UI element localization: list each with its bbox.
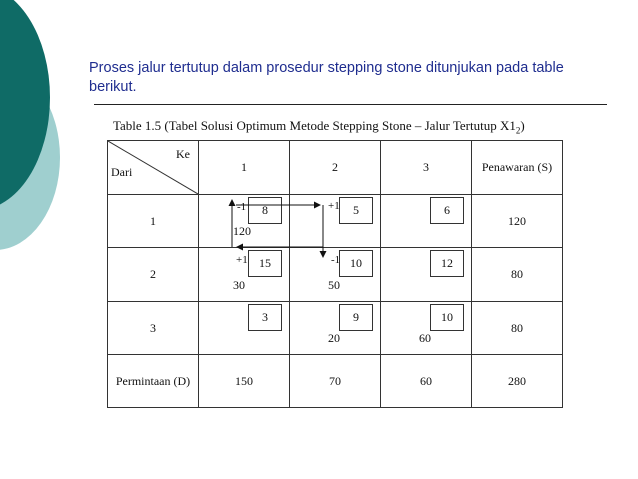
table-row bbox=[108, 195, 563, 248]
cell-r3c3 bbox=[381, 302, 472, 355]
table-row bbox=[108, 248, 563, 302]
cell-r3c1 bbox=[199, 302, 290, 355]
caption-close: ) bbox=[520, 118, 525, 133]
caption-subscript: 2 bbox=[515, 125, 521, 136]
stepping-stone-table bbox=[107, 140, 563, 408]
caption-text: Table 1.5 (Tabel Solusi Optimum Metode Stepping Stone – Jalur Tertutup X1 bbox=[113, 118, 516, 133]
supply-header: Penawaran (S) bbox=[472, 141, 563, 195]
demand-value: 60 bbox=[381, 355, 472, 408]
cost-box: 8 bbox=[248, 197, 282, 224]
cell-r1c1 bbox=[199, 195, 290, 248]
column-header-3: 3 bbox=[381, 141, 472, 195]
cell-r2c1 bbox=[199, 248, 290, 302]
row-label: 3 bbox=[108, 302, 199, 355]
allocation: 20 bbox=[328, 331, 340, 345]
slide-heading: Proses jalur tertutup dalam prosedur stepping stone ditunjukan pada table berikut. bbox=[89, 60, 564, 95]
heading-divider bbox=[94, 104, 607, 105]
demand-label: Permintaan (D) bbox=[108, 355, 199, 408]
cost-box: 10 bbox=[430, 304, 464, 331]
demand-value: 70 bbox=[290, 355, 381, 408]
allocation: 30 bbox=[233, 278, 245, 292]
cost-box: 3 bbox=[248, 304, 282, 331]
cell-r1c3 bbox=[381, 195, 472, 248]
allocation: 50 bbox=[328, 278, 340, 292]
cost-box: 10 bbox=[339, 250, 373, 277]
row-label: 1 bbox=[108, 195, 199, 248]
cost-box: 5 bbox=[339, 197, 373, 224]
cell-r2c3 bbox=[381, 248, 472, 302]
sign-plus: +1 bbox=[236, 254, 248, 266]
table-caption bbox=[113, 118, 525, 136]
cost-box: 6 bbox=[430, 197, 464, 224]
cell-r2c2 bbox=[290, 248, 381, 302]
corner-label-dari: Dari bbox=[111, 165, 133, 179]
cost-box: 9 bbox=[339, 304, 373, 331]
sign-plus: +1 bbox=[328, 200, 340, 212]
cell-r3c2 bbox=[290, 302, 381, 355]
supply-value: 120 bbox=[472, 195, 563, 248]
column-header-2: 2 bbox=[290, 141, 381, 195]
corner-cell bbox=[108, 141, 199, 195]
cost-box: 12 bbox=[430, 250, 464, 277]
row-label: 2 bbox=[108, 248, 199, 302]
table-row bbox=[108, 302, 563, 355]
sign-minus: -1 bbox=[237, 201, 247, 213]
header-row bbox=[108, 141, 563, 195]
cost-box: 15 bbox=[248, 250, 282, 277]
total-value: 280 bbox=[472, 355, 563, 408]
cell-r1c2 bbox=[290, 195, 381, 248]
allocation: 60 bbox=[419, 331, 431, 345]
supply-value: 80 bbox=[472, 248, 563, 302]
corner-label-ke: Ke bbox=[176, 147, 190, 161]
allocation: 120 bbox=[233, 224, 251, 238]
supply-value: 80 bbox=[472, 302, 563, 355]
sign-minus: -1 bbox=[331, 254, 341, 266]
column-header-1: 1 bbox=[199, 141, 290, 195]
demand-row bbox=[108, 355, 563, 408]
demand-value: 150 bbox=[199, 355, 290, 408]
